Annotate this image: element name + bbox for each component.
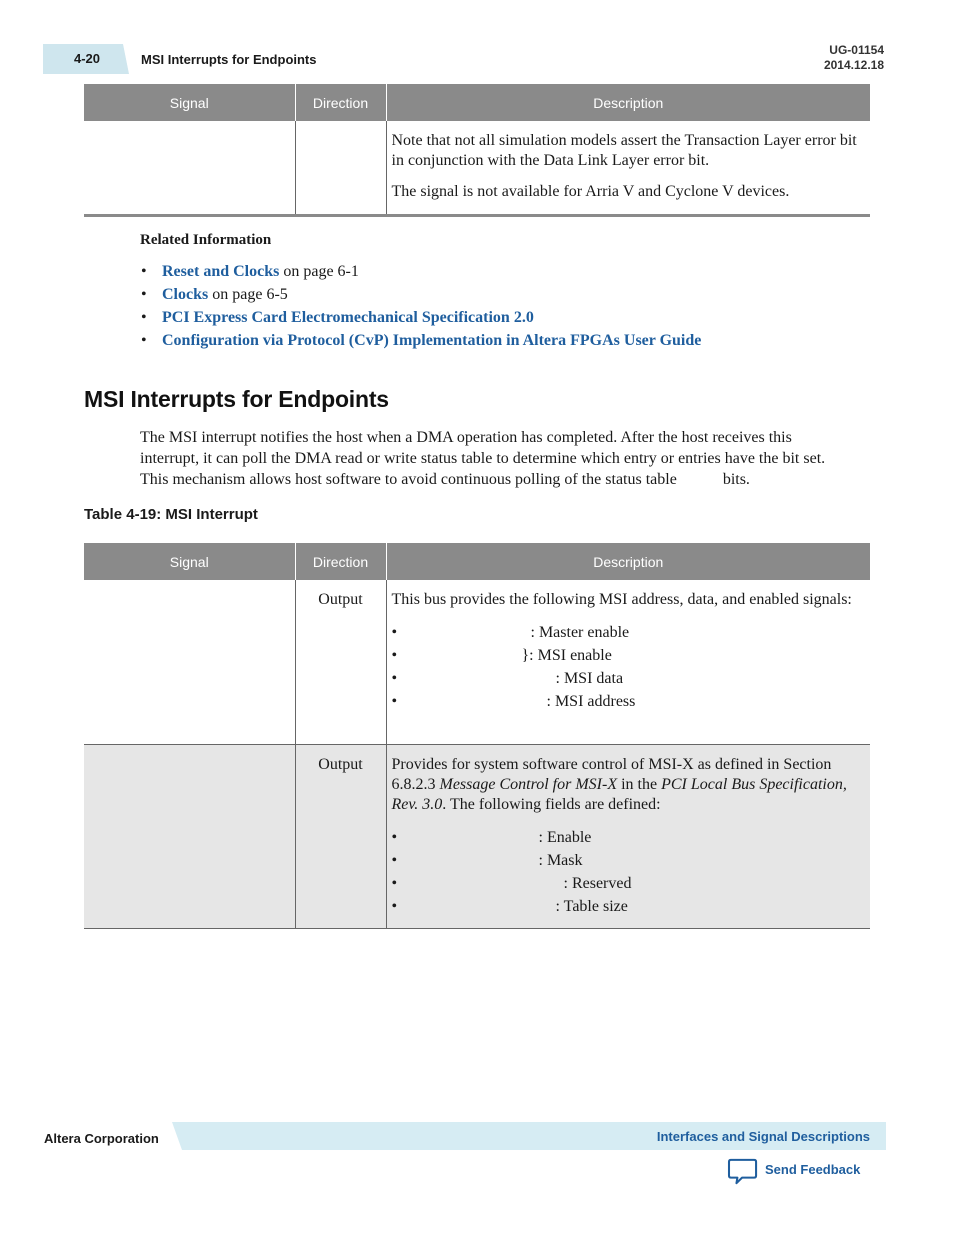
description-post: . The following fields are defined: bbox=[442, 795, 661, 813]
field-description: : Enable bbox=[538, 828, 592, 846]
field-description: : Master enable bbox=[530, 624, 630, 641]
column-header-signal: Signal bbox=[84, 84, 295, 121]
field-description: : MSI data bbox=[555, 670, 624, 687]
link-clocks[interactable]: Clocks bbox=[162, 286, 209, 303]
description-mid: in the bbox=[617, 775, 662, 793]
description-cell bbox=[386, 121, 870, 215]
send-feedback-link[interactable]: Send Feedback bbox=[765, 1162, 861, 1177]
list-item bbox=[392, 690, 865, 713]
list-item bbox=[392, 667, 865, 690]
msi-field-list bbox=[392, 621, 865, 713]
link-pci-express-card-spec[interactable]: PCI Express Card Electromechanical Specification 2.0 bbox=[162, 309, 534, 326]
running-header-title: MSI Interrupts for Endpoints bbox=[141, 52, 317, 67]
bullet-icon: • bbox=[391, 670, 398, 687]
list-item bbox=[140, 306, 701, 329]
column-header-direction: Direction bbox=[295, 84, 386, 121]
signal-cell bbox=[84, 580, 295, 744]
signal-table-continued bbox=[84, 84, 870, 217]
footer-chapter-link[interactable]: Interfaces and Signal Descriptions bbox=[656, 1129, 870, 1144]
field-description: : Mask bbox=[538, 851, 583, 869]
list-item bbox=[392, 826, 865, 849]
list-item bbox=[392, 872, 865, 895]
field-description: }: MSI enable bbox=[521, 647, 612, 664]
description-availability: The signal is not available for Arria V and Cyclone V devices. bbox=[391, 183, 790, 200]
list-item bbox=[392, 644, 865, 667]
bullet-icon: • bbox=[391, 693, 398, 710]
table-row bbox=[84, 121, 870, 215]
column-header-signal: Signal bbox=[84, 543, 295, 580]
paragraph-text: The MSI interrupt notifies the host when a DMA operation has completed. After the host receives this interrupt, it can poll the DMA read or write status table to determine which entry or entries have the bbox=[140, 429, 792, 467]
list-item bbox=[392, 849, 865, 872]
link-cvp-user-guide[interactable]: Configuration via Protocol (CvP) Implementation in Altera FPGAs User Guide bbox=[162, 332, 702, 349]
related-information-list bbox=[140, 260, 701, 352]
direction-cell: Output bbox=[295, 580, 386, 744]
section-paragraph bbox=[140, 427, 850, 490]
description-note: Note that not all simulation models assert the Transaction Layer error bit in conjunction with the Data Link Layer error bit. bbox=[391, 132, 857, 169]
description-text bbox=[392, 755, 865, 815]
bullet-icon: • bbox=[141, 332, 147, 349]
bullet-icon: • bbox=[141, 309, 147, 326]
list-item bbox=[392, 895, 865, 918]
doc-date: 2014.12.18 bbox=[823, 58, 884, 72]
feedback-icon[interactable] bbox=[727, 1158, 759, 1186]
msi-interrupt-table bbox=[84, 543, 870, 929]
page-number: 4-20 bbox=[74, 51, 101, 66]
table-row bbox=[84, 580, 870, 744]
section-title: MSI Interrupts for Endpoints bbox=[84, 386, 389, 412]
signal-cell bbox=[84, 744, 295, 928]
bullet-icon: • bbox=[391, 851, 398, 869]
list-item bbox=[392, 621, 865, 644]
list-item bbox=[140, 283, 701, 306]
column-header-direction: Direction bbox=[295, 543, 386, 580]
field-description: : Table size bbox=[555, 897, 628, 915]
direction-cell: Output bbox=[295, 744, 386, 928]
paragraph-text-tail: bits. bbox=[722, 471, 750, 488]
bullet-icon: • bbox=[141, 286, 147, 303]
related-information-title: Related Information bbox=[140, 232, 272, 248]
footer-company: Altera Corporation bbox=[44, 1131, 159, 1146]
paragraph-text-end: bit set. This mechanism allows host software to avoid continuous polling of the status table bbox=[140, 450, 826, 488]
field-description: : MSI address bbox=[546, 693, 636, 710]
bullet-icon: • bbox=[391, 828, 398, 846]
section-reference: Message Control for MSI-X bbox=[439, 775, 618, 793]
column-header-description: Description bbox=[386, 84, 870, 121]
bullet-icon: • bbox=[391, 647, 398, 664]
link-reset-and-clocks[interactable]: Reset and Clocks bbox=[162, 263, 280, 280]
msix-field-list bbox=[392, 826, 865, 918]
bullet-icon: • bbox=[391, 874, 398, 892]
doc-number: UG-01154 bbox=[829, 43, 884, 57]
description-text: This bus provides the following MSI address, data, and enabled signals: bbox=[391, 591, 852, 608]
bullet-icon: • bbox=[391, 624, 398, 641]
description-cell bbox=[386, 580, 870, 744]
bullet-icon: • bbox=[391, 897, 398, 915]
list-item bbox=[140, 329, 701, 352]
direction-cell bbox=[295, 121, 386, 215]
description-pre: Provides for system software control of MSI-X as defined in Section 6.8.2.3 bbox=[391, 755, 832, 793]
signal-cell bbox=[84, 121, 295, 215]
description-cell bbox=[386, 744, 870, 928]
document-id bbox=[824, 43, 884, 73]
table-caption: Table 4-19: MSI Interrupt bbox=[84, 506, 258, 523]
column-header-description: Description bbox=[386, 543, 870, 580]
table-row bbox=[84, 744, 870, 928]
field-description: : Reserved bbox=[563, 874, 632, 892]
bullet-icon: • bbox=[141, 263, 147, 280]
list-item bbox=[140, 260, 701, 283]
spec-reference: PCI Local Bus Specification, Rev. 3.0 bbox=[391, 775, 847, 813]
page-reference: on page 6-1 bbox=[279, 263, 359, 280]
page-reference: on page 6-5 bbox=[208, 286, 288, 303]
